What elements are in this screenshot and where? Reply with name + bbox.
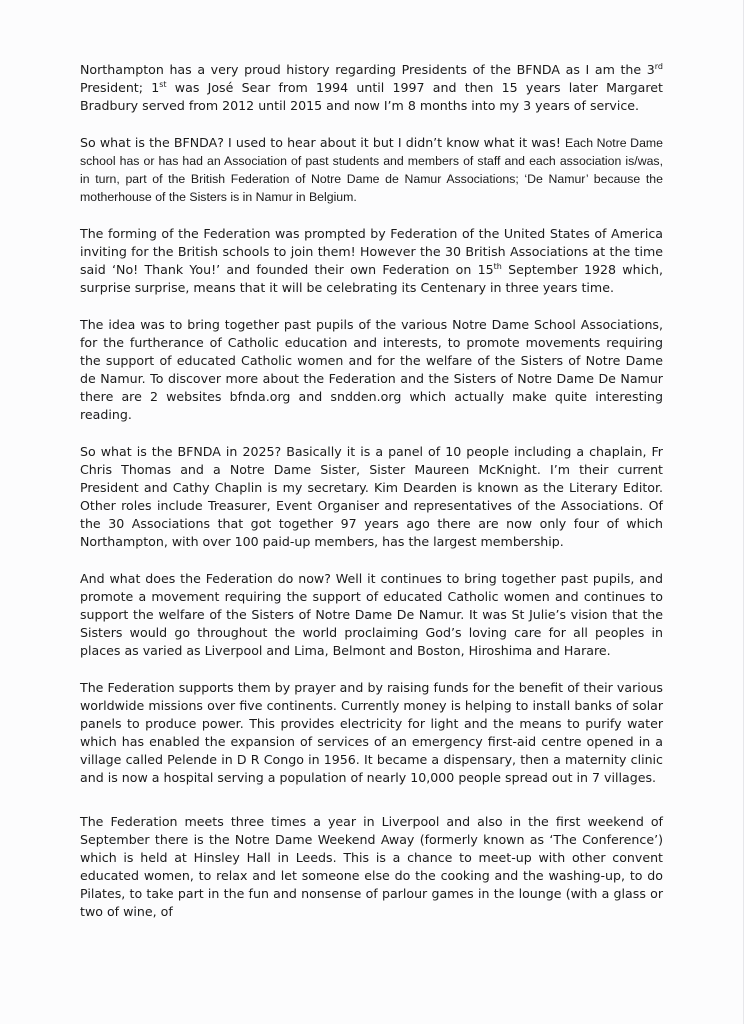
paragraph-presidents-history [80, 61, 663, 115]
superscript: st [159, 79, 167, 89]
paragraph-what-is-bfnda [80, 134, 663, 206]
paragraph-federation-today: And what does the Federation do now? Well it continues to bring together past pupils, and promote a movement requiring the support of educated Catholic women and continues to support the welfare of the Sisters of Notre Dame De Namur. It was St Julie’s vision that the Sisters would go throughout the world proclaiming God’s loving care for all peoples in places as varied as Liverpool and Lima, Belmont and Boston, Hiroshima and Harare. [80, 571, 663, 658]
paragraph-text: Each Notre Dame school has or has had an Association of past students and members of staff and each association is/was, in turn, part of the British Federation of Notre Dame de Namur Associations; ‘De Namur’ because the motherhouse of the Sisters is in Namur in Belgium. [80, 136, 663, 204]
paragraph-text: was José Sear from 1994 until 1997 and then 15 years later Margaret Bradbury served from 2012 until 2015 and now I’m 8 months into my 3 years of service. [80, 80, 663, 113]
paragraph-federation-aims: The idea was to bring together past pupils of the various Notre Dame School Associations, for the furtherance of Catholic education and interests, to promote movements requiring the support of educated Catholic women and for the welfare of the Sisters of Notre Dame de Namur. To discover more about the Federation and the Sisters of Notre Dame De Namur there are 2 websites bfnda.org and sndden.org which actually make quite interesting reading. [80, 317, 663, 422]
superscript: th [493, 261, 502, 271]
paragraph-text: So what is the BFNDA? I used to hear about it but I didn’t know what it was! [80, 135, 566, 150]
paragraph-bfnda-2025: So what is the BFNDA in 2025? Basically it is a panel of 10 people including a chaplain, Fr Chris Thomas and a Notre Dame Sister, Sister Maureen McKnight. I’m their current President and Cathy Chaplin is my secretary. Kim Dearden is known as the Literary Editor. Other roles include Treasurer, Event Organiser and representatives of the Associations. Of the 30 Associations that got together 97 years ago there are now only four of which Northampton, with over 100 paid-up members, has the largest membership. [80, 444, 663, 549]
paragraph-text: September 1928 which, surprise surprise, means that it will be celebrating its Centenary in three years time. [80, 262, 663, 295]
paragraph-text: The forming of the Federation was prompted by Federation of the United States of America inviting for the British schools to join them! However the 30 British Associations at the time said ‘No! Thank You!’ and founded their own Federation on 15 [80, 226, 663, 277]
paragraph-text: President; 1 [80, 80, 160, 95]
paragraph-federation-founding [80, 225, 663, 297]
superscript: rd [654, 61, 663, 71]
paragraph-federation-support: The Federation supports them by prayer and by raising funds for the benefit of their various worldwide missions over five continents. Currently money is helping to install banks of solar panels to produce power. This provides electricity for light and the means to purify water which has enabled the expansion of services of an emergency first-aid centre opened in a village called Pelende in D R Congo in 1956. It became a dispensary, then a maternity clinic and is now a hospital serving a population of nearly 10,000 people spread out in 7 villages. [80, 680, 663, 785]
document-body [80, 61, 663, 940]
paragraph-federation-meetings: The Federation meets three times a year in Liverpool and also in the first weekend of September there is the Notre Dame Weekend Away (formerly known as ‘The Conference’) which is held at Hinsley Hall in Leeds. This is a chance to meet-up with other convent educated women, to relax and let someone else do the cooking and the washing-up, to do Pilates, to take part in the fun and nonsense of parlour games in the lounge (with a glass or two of wine, of [80, 814, 663, 919]
paragraph-text: Northampton has a very proud history regarding Presidents of the BFNDA as I am the 3 [80, 62, 655, 77]
